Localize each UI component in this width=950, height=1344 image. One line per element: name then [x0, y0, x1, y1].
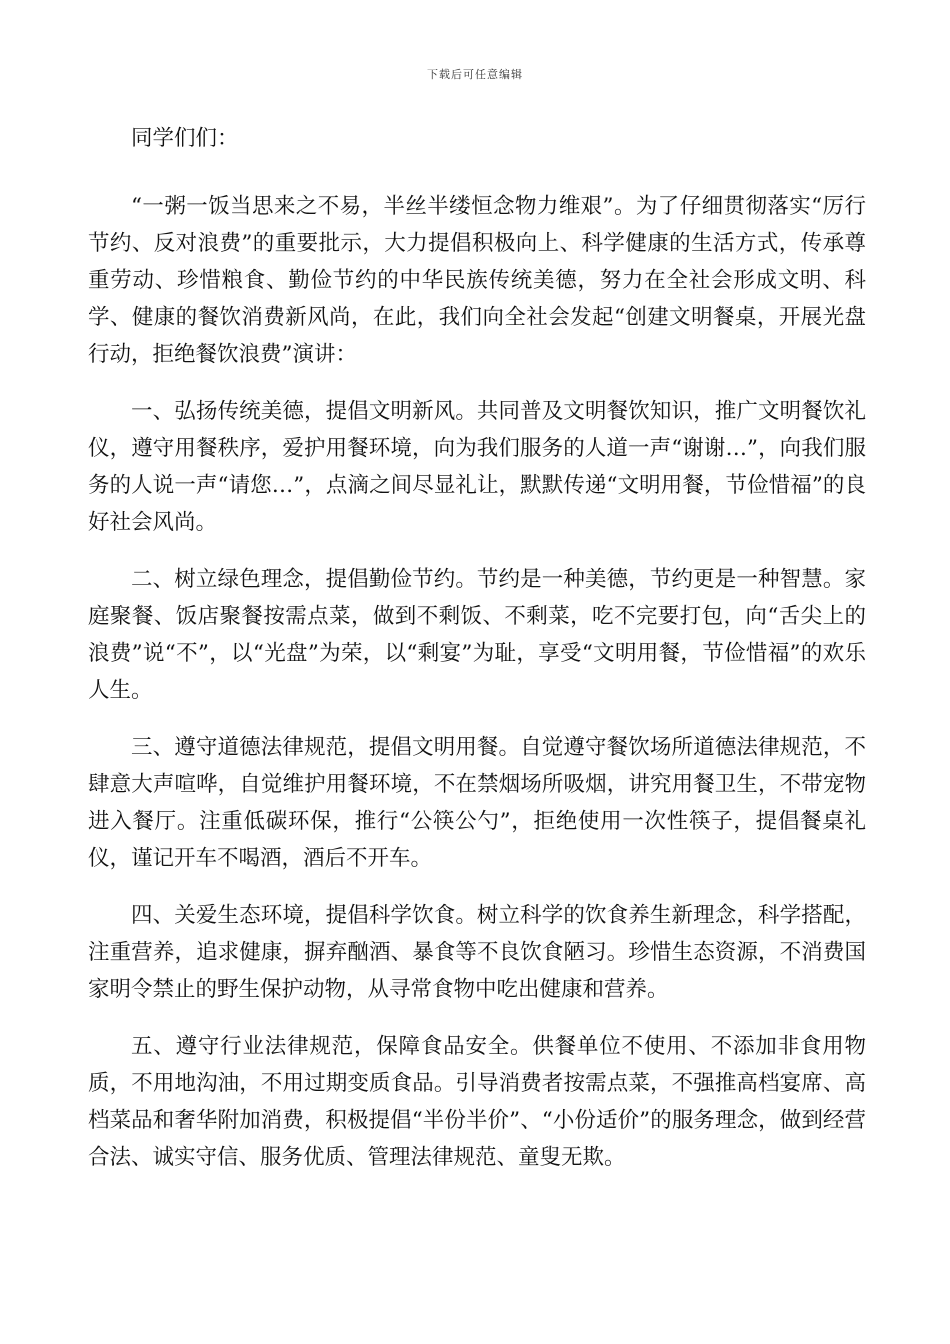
paragraph-point-1: 一、弘扬传统美德，提倡文明新风。共同普及文明餐饮知识，推广文明餐饮礼仪，遵守用餐秩序，爱护用餐环境，向为我们服务的人道一声“谢谢…”，向我们服务的人说一声“请您…”，点滴之间尽显礼让，默默传递“文明用餐，节俭惜福”的良好社会风尚。: [88, 399, 866, 535]
document-body: [88, 120, 866, 1176]
paragraph-point-2: 二、树立绿色理念，提倡勤俭节约。节约是一种美德，节约更是一种智慧。家庭聚餐、饭店聚餐按需点菜，做到不剩饭、不剩菜，吃不完要打包，向“舌尖上的浪费”说“不”，以“光盘”为荣，以“剩宴”为耻，享受“文明用餐，节俭惜福”的欢乐人生。: [88, 567, 866, 703]
paragraph-intro: “一粥一饭当思来之不易，半丝半缕恒念物力维艰”。为了仔细贯彻落实“厉行节约、反对浪费”的重要批示，大力提倡积极向上、科学健康的生活方式，传承尊重劳动、珍惜粮食、勤俭节约的中华民族传统美德，努力在全社会形成文明、科学、健康的餐饮消费新风尚，在此，我们向全社会发起“创建文明餐桌，开展光盘行动，拒绝餐饮浪费”演讲：: [88, 194, 866, 367]
paragraph-point-3: 三、遵守道德法律规范，提倡文明用餐。自觉遵守餐饮场所道德法律规范，不肆意大声喧哗，自觉维护用餐环境，不在禁烟场所吸烟，讲究用餐卫生，不带宠物进入餐厅。注重低碳环保，推行“公筷公勺”，拒绝使用一次性筷子，提倡餐桌礼仪，谨记开车不喝酒，酒后不开车。: [88, 735, 866, 871]
paragraph-point-5: 五、遵守行业法律规范，保障食品安全。供餐单位不使用、不添加非食用物质，不用地沟油，不用过期变质食品。引导消费者按需点菜，不强推高档宴席、高档菜品和奢华附加消费，积极提倡“半份半价”、“小份适价”的服务理念，做到经营合法、诚实守信、服务优质、管理法律规范、童叟无欺。: [88, 1034, 866, 1170]
paragraph-point-4: 四、关爱生态环境，提倡科学饮食。树立科学的饮食养生新理念，科学搭配，注重营养，追求健康，摒弃酗酒、暴食等不良饮食陋习。珍惜生态资源，不消费国家明令禁止的野生保护动物，从寻常食物中吃出健康和营养。: [88, 903, 866, 1002]
header-note: 下载后可任意编辑: [427, 68, 523, 81]
salutation: 同学们们：: [131, 126, 239, 151]
